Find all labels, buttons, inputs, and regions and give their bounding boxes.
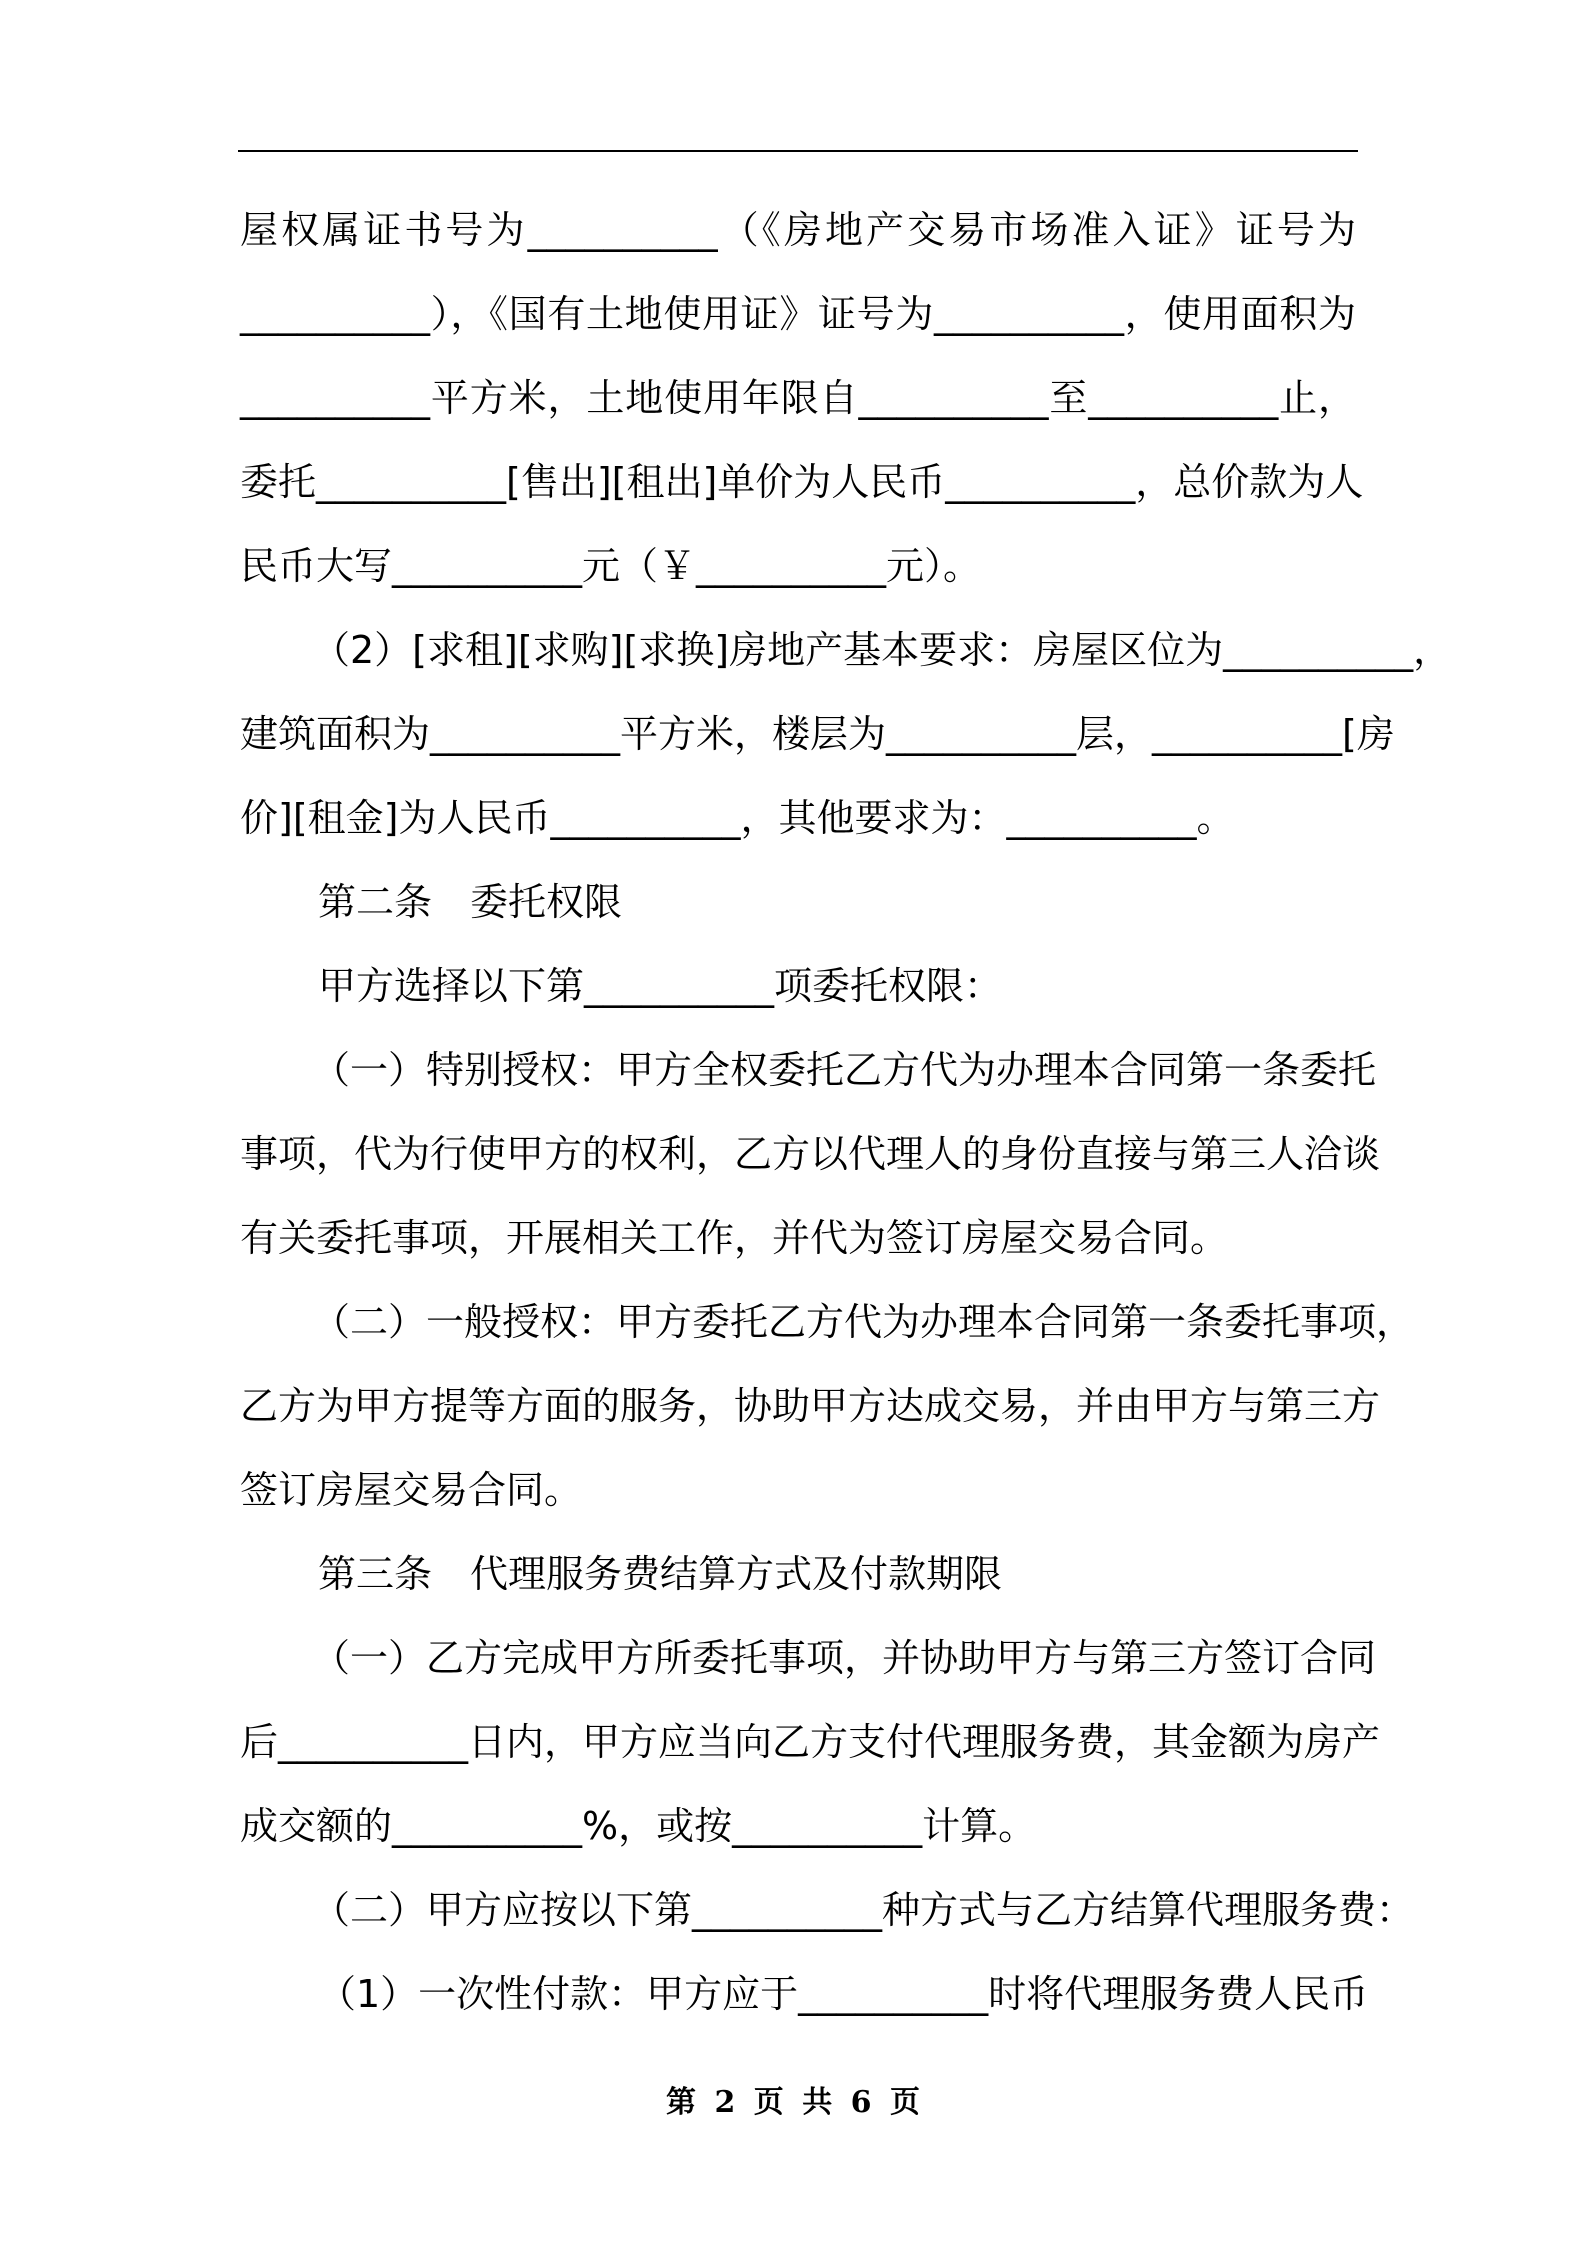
text-line: 屋权属证书号为__________（《房地产交易市场准入证》证号为 bbox=[240, 208, 1356, 252]
section-heading: 第三条 代理服务费结算方式及付款期限 bbox=[318, 1552, 1003, 1596]
text-line: 事项，代为行使甲方的权利，乙方以代理人的身份直接与第三人洽谈 bbox=[240, 1132, 1381, 1176]
text-line: （一）特别授权：甲方全权委托乙方代为办理本合同第一条委托 bbox=[312, 1048, 1377, 1092]
section-heading: 第二条 委托权限 bbox=[318, 880, 623, 924]
text-line: __________平方米，土地使用年限自__________至__________止， bbox=[240, 376, 1356, 420]
text-line: 甲方选择以下第__________项委托权限： bbox=[318, 964, 1003, 1008]
text-line: __________），《国有土地使用证》证号为__________，使用面积为 bbox=[240, 292, 1356, 336]
text-line: 后__________日内，甲方应当向乙方支付代理服务费，其金额为房产 bbox=[240, 1720, 1381, 1764]
text-line: （1）一次性付款：甲方应于__________时将代理服务费人民币 bbox=[318, 1972, 1369, 2016]
text-line: （2）[求租][求购][求换]房地产基本要求：房屋区位为__________， bbox=[312, 628, 1452, 672]
text-line: 建筑面积为__________平方米，楼层为__________层，__________[房 bbox=[240, 712, 1395, 756]
page-number-footer: 第 2 页 共 6 页 bbox=[666, 2085, 920, 2120]
text-line: 成交额的__________%，或按__________计算。 bbox=[240, 1804, 1037, 1848]
text-line: 价][租金]为人民币__________，其他要求为：__________。 bbox=[240, 796, 1235, 840]
text-line: 乙方为甲方提等方面的服务，协助甲方达成交易，并由甲方与第三方 bbox=[240, 1384, 1381, 1428]
header-rule bbox=[238, 150, 1358, 152]
text-line: 有关委托事项，开展相关工作，并代为签订房屋交易合同。 bbox=[240, 1216, 1229, 1260]
text-line: （二）一般授权：甲方委托乙方代为办理本合同第一条委托事项， bbox=[312, 1300, 1415, 1344]
text-line: （一）乙方完成甲方所委托事项，并协助甲方与第三方签订合同 bbox=[312, 1636, 1377, 1680]
text-line: 签订房屋交易合同。 bbox=[240, 1468, 583, 1512]
text-line: 民币大写__________元（￥__________元）。 bbox=[240, 544, 982, 588]
text-line: （二）甲方应按以下第__________种方式与乙方结算代理服务费： bbox=[312, 1888, 1415, 1932]
text-line: 委托__________[售出][租出]单价为人民币__________，总价款为人 bbox=[240, 460, 1364, 504]
